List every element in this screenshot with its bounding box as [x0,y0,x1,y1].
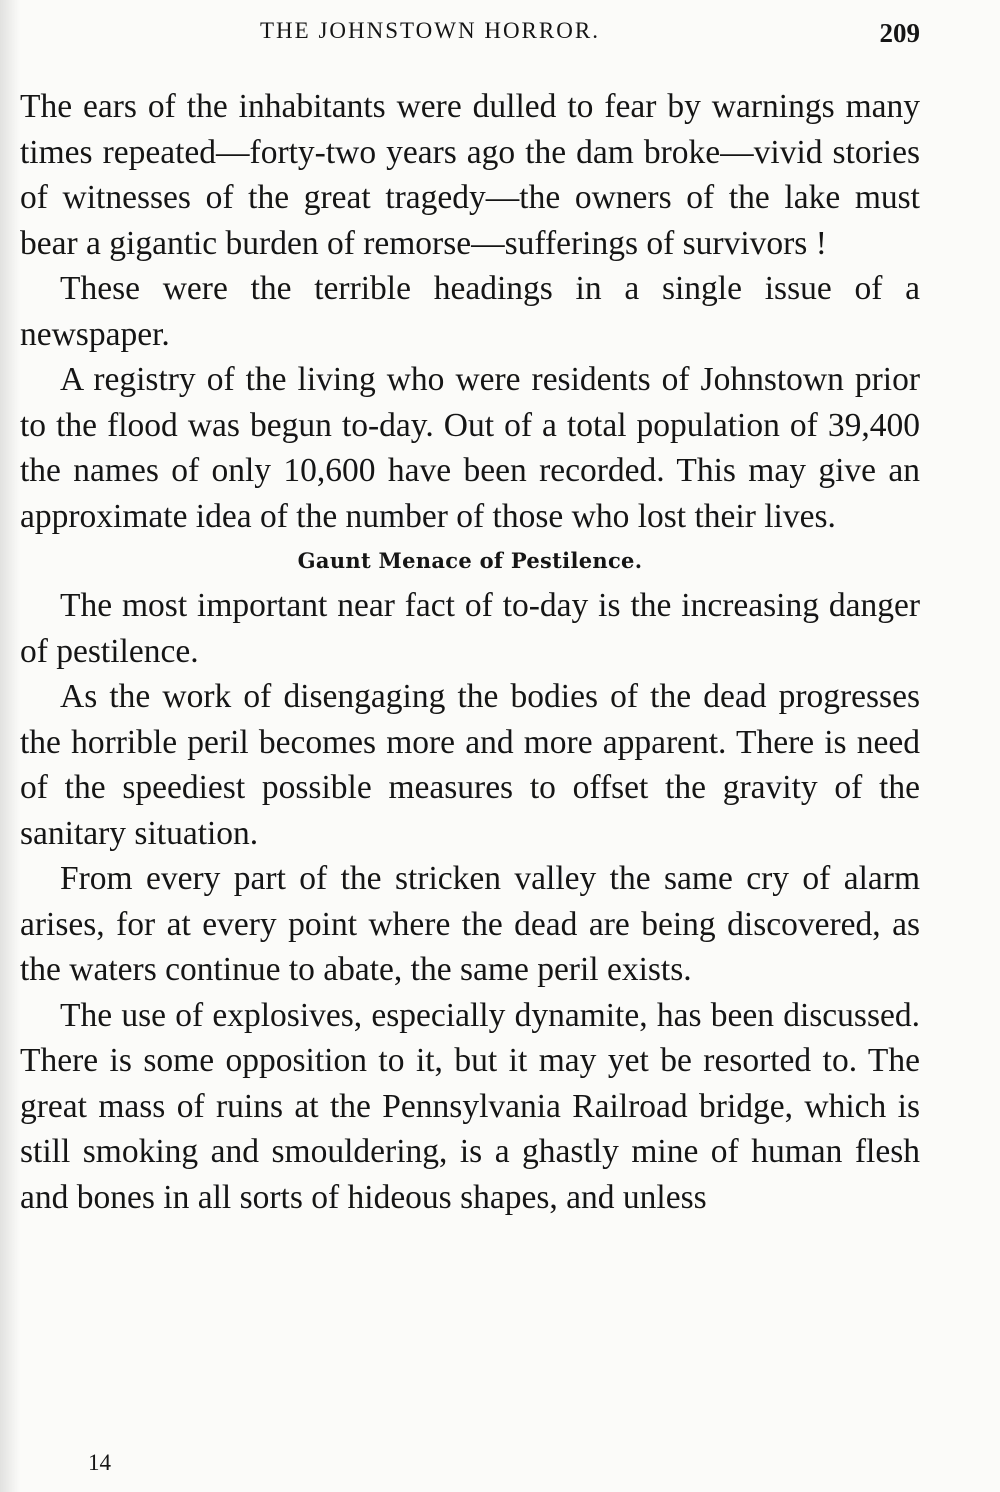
running-title: THE JOHNSTOWN HORROR. [260,18,600,43]
paragraph: From every part of the stricken valley the same cry of alarm arises, for at every point where the dead are being discovered, as the waters continue to abate, the same peril exists. [20,860,920,988]
paragraph: A registry of the living who were residents of Johnstown prior to the flood was begun to-day. Out of a total population of 39,400 the names of only 10,600 have been recorded. This may give an approximate idea of the number of those who lost their lives. [20,361,920,535]
paragraph: The ears of the inhabitants were dulled to fear by warnings many times repeated—forty-two years ago the dam broke—vivid stories of witnesses of the great tragedy—the owners of the lake must bear a gigantic burden of remorse—sufferings of survivors ! [20,88,920,262]
body-text [20,84,920,1220]
signature-mark: 14 [88,1450,111,1475]
paragraph: These were the terrible headings in a single issue of a newspaper. [20,270,920,353]
page-gutter-shadow [0,0,20,1492]
page-number: 209 [879,18,920,48]
section-heading: Gaunt Menace of Pestilence. [297,548,643,573]
page-header [0,18,1000,54]
paragraph: As the work of disengaging the bodies of the dead progresses the horrible peril becomes more and more apparent. There is need of the speediest possible measures to offset the gravity of the sanitary situation. [20,678,920,852]
paragraph: The use of explosives, especially dynamite, has been discussed. There is some opposition to it, but it may yet be resorted to. The great mass of ruins at the Pennsylvania Railroad bridge, which is still smoking and smouldering, is a ghastly mine of human flesh and bones in all sorts of hideous shapes, and unless [20,996,920,1216]
paragraph: The most important near fact of to-day is the increasing danger of pestilence. [20,587,920,670]
